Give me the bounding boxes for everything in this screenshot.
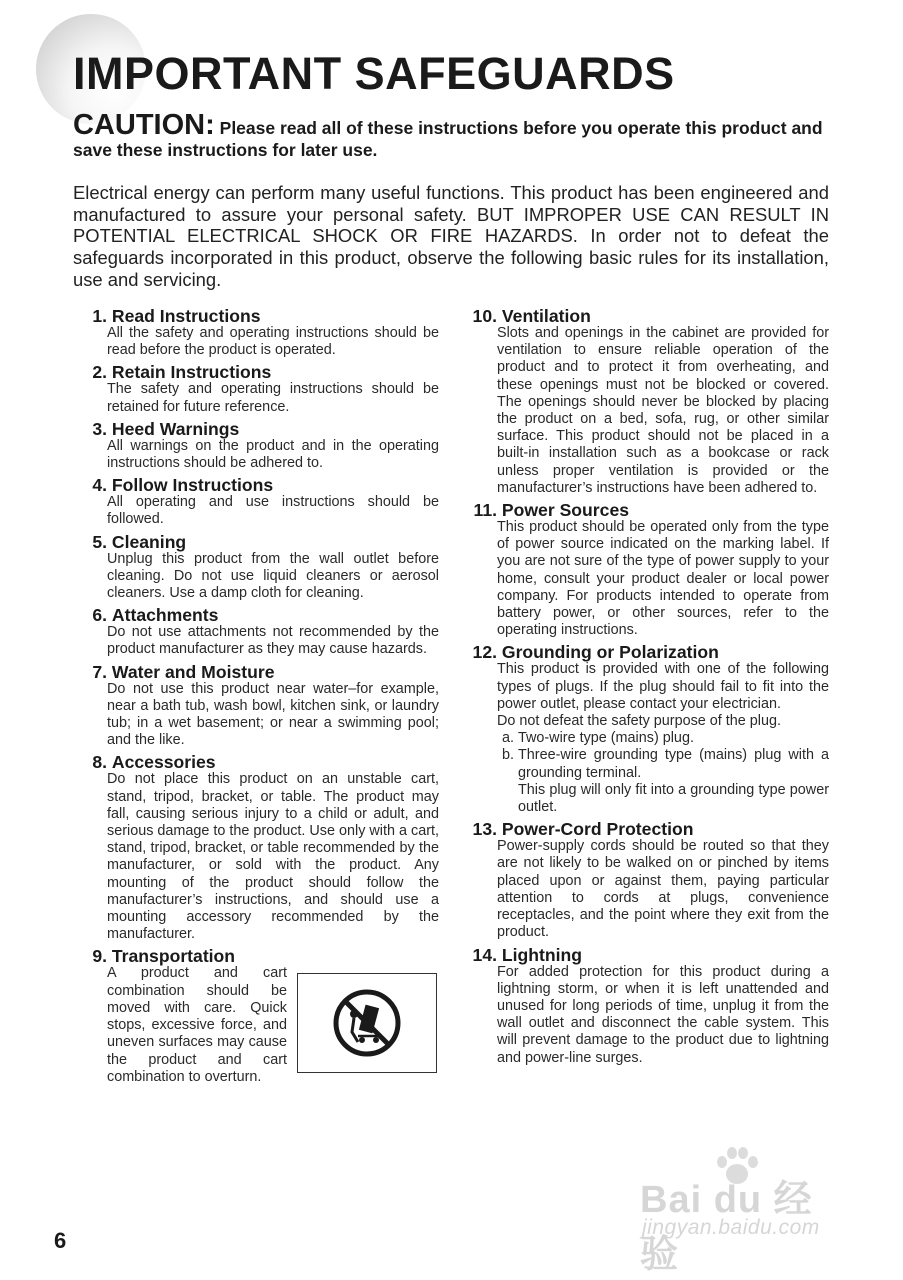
item-body-text-2: Do not defeat the safety purpose of the plug. [497, 713, 782, 730]
safeguard-item [82, 752, 439, 943]
safeguard-item [82, 475, 439, 528]
left-column [82, 306, 439, 1089]
page-number: 6 [54, 1228, 67, 1253]
list-text: Two-wire type (mains) plug. [518, 730, 694, 747]
item-body: Power-supply cords should be routed so that they are not likely to be walked on or pinched by items placed upon or against them, paying particular attention to cords at plugs, convenience receptacles, and the point where they exit from the product. [497, 838, 829, 941]
item-number: 3. [92, 418, 107, 439]
transportation-block [107, 965, 439, 1085]
safeguard-item [82, 946, 439, 1085]
item-number: 4. [92, 475, 107, 496]
item-number: 14. [472, 944, 497, 965]
safeguard-item [460, 306, 829, 497]
safeguard-item [82, 419, 439, 472]
item-number: 12. [472, 642, 497, 663]
item-title: Grounding or Polarization [501, 642, 719, 663]
cart-warning-figure [297, 973, 437, 1073]
page-title: IMPORTANT SAFEGUARDS [73, 48, 675, 99]
item-title: Ventilation [501, 306, 591, 326]
item-body: A product and cart combination should be moved with care. Quick stops, excessive force, and uneven surfaces may cause the product and cart combination to overturn. [107, 965, 287, 1085]
list-marker: a. [501, 730, 514, 747]
caution-text: Please read all of these instructions before you operate this product and save these instructions for later use. [73, 118, 823, 160]
item-body [497, 661, 829, 816]
item-number: 9. [92, 946, 107, 967]
safeguard-item [82, 306, 439, 359]
item-body: Do not use attachments not recommended by the product manufacturer as they may cause hazards. [107, 624, 439, 658]
item-body: The safety and operating instructions should be retained for future reference. [107, 381, 439, 415]
right-column [460, 306, 829, 1070]
item-number: 10. [472, 306, 497, 326]
item-title: Accessories [111, 752, 216, 773]
safeguard-item [82, 532, 439, 603]
list-marker: b. [501, 747, 514, 764]
plug-type-item [497, 747, 829, 781]
plug-type-list [497, 730, 829, 782]
item-body-text: This product is provided with one of the following types of plugs. If the plug should fail to fit into the power outlet, please contact your electrician. [497, 661, 829, 712]
item-number: 1. [92, 306, 107, 326]
cart-tip-over-warning-icon [332, 988, 402, 1058]
item-title: Heed Warnings [111, 418, 240, 439]
item-body: All operating and use instructions should be followed. [107, 494, 439, 528]
item-body: Do not use this product near water–for example, near a bath tub, wash bowl, kitchen sink, or laundry tub; in a wet basement; or near a swimming pool; and the like. [107, 680, 439, 749]
item-title: Read Instructions [111, 306, 261, 326]
item-body: Slots and openings in the cabinet are provided for ventilation to ensure reliable operation of the product and to protect it from overheating, and these openings must not be blocked or covered. The openings should never be blocked by placing the product on a bed, sofa, rug, or other similar surface. This product should not be placed in a built-in installation such as a bookcase or rack unless proper ventilation is provided or the manufacturer’s instructions have been adhered to. [497, 325, 829, 496]
item-title: Power Sources [501, 500, 630, 521]
item-number: 8. [92, 752, 107, 773]
safeguard-item [82, 362, 439, 415]
caution-label: CAUTION: [73, 109, 215, 141]
item-title: Attachments [111, 605, 219, 626]
plug-type-item [497, 730, 829, 747]
safeguard-item [460, 945, 829, 1067]
item-number: 5. [92, 531, 107, 552]
list-text: Three-wire grounding type (mains) plug with a grounding terminal. [518, 747, 829, 781]
safeguard-item [460, 642, 829, 816]
item-title: Power-Cord Protection [501, 819, 694, 840]
item-number: 2. [92, 362, 107, 383]
item-body: Do not place this product on an unstable cart, stand, tripod, bracket, or table. The product may fall, causing serious injury to a child or adult, and serious damage to the product. Use only with a cart, stand, tripod, bracket, or table recommended by the manufacturer, or sold with the product. Any mounting of the product should follow the manufacturer’s instructions, and should use a mounting accessory recommended by the manufacturer. [107, 771, 439, 943]
intro-paragraph: Electrical energy can perform many useful functions. This product has been engineered and manufactured to assure your personal safety. BUT IMPROPER USE CAN RESULT IN POTENTIAL ELECTRICAL SHOCK OR FIRE HAZARDS. In order not to defeat the safeguards incorporated in this product, observe the following basic rules for its installation, use and servicing. [73, 182, 829, 290]
item-body: This product should be operated only from the type of power source indicated on the marking label. If you are not sure of the type of power supply to your home, consult your product dealer or local power company. For products intended to operate from battery power, or other sources, refer to the operating instructions. [497, 519, 829, 639]
item-title: Transportation [111, 946, 236, 967]
watermark-logo: Bai du 经验 [640, 1179, 813, 1276]
item-number: 6. [92, 605, 107, 626]
item-body: For added protection for this product during a lightning storm, or when it is left unattended and unused for long periods of time, unplug it from the wall outlet and disconnect the cable system. This will prevent damage to the product due to lightning and power-line surges. [497, 963, 829, 1066]
safeguard-item [82, 605, 439, 658]
item-body: Unplug this product from the wall outlet before cleaning. Do not use liquid cleaners or aerosol cleaners. Use a damp cloth for cleaning. [107, 550, 439, 602]
item-number: 11. [473, 500, 497, 521]
safeguard-item [82, 662, 439, 750]
baidu-watermark [640, 1146, 850, 1276]
item-body: All warnings on the product and in the operating instructions should be adhered to. [107, 437, 439, 472]
safeguard-item [460, 819, 829, 941]
item-number: 7. [92, 661, 107, 682]
caution-statement [73, 109, 833, 161]
watermark-url: jingyan.baidu.com [642, 1216, 820, 1239]
item-title: Water and Moisture [111, 661, 275, 682]
item-body: All the safety and operating instructions should be read before the product is operated. [107, 325, 439, 359]
plug-note: This plug will only fit into a grounding type power outlet. [518, 781, 829, 816]
safeguard-item [460, 500, 829, 639]
item-title: Follow Instructions [111, 475, 274, 496]
item-title: Retain Instructions [111, 362, 272, 383]
item-title: Cleaning [111, 531, 187, 552]
item-title: Lightning [501, 944, 583, 965]
item-number: 13. [472, 819, 497, 840]
